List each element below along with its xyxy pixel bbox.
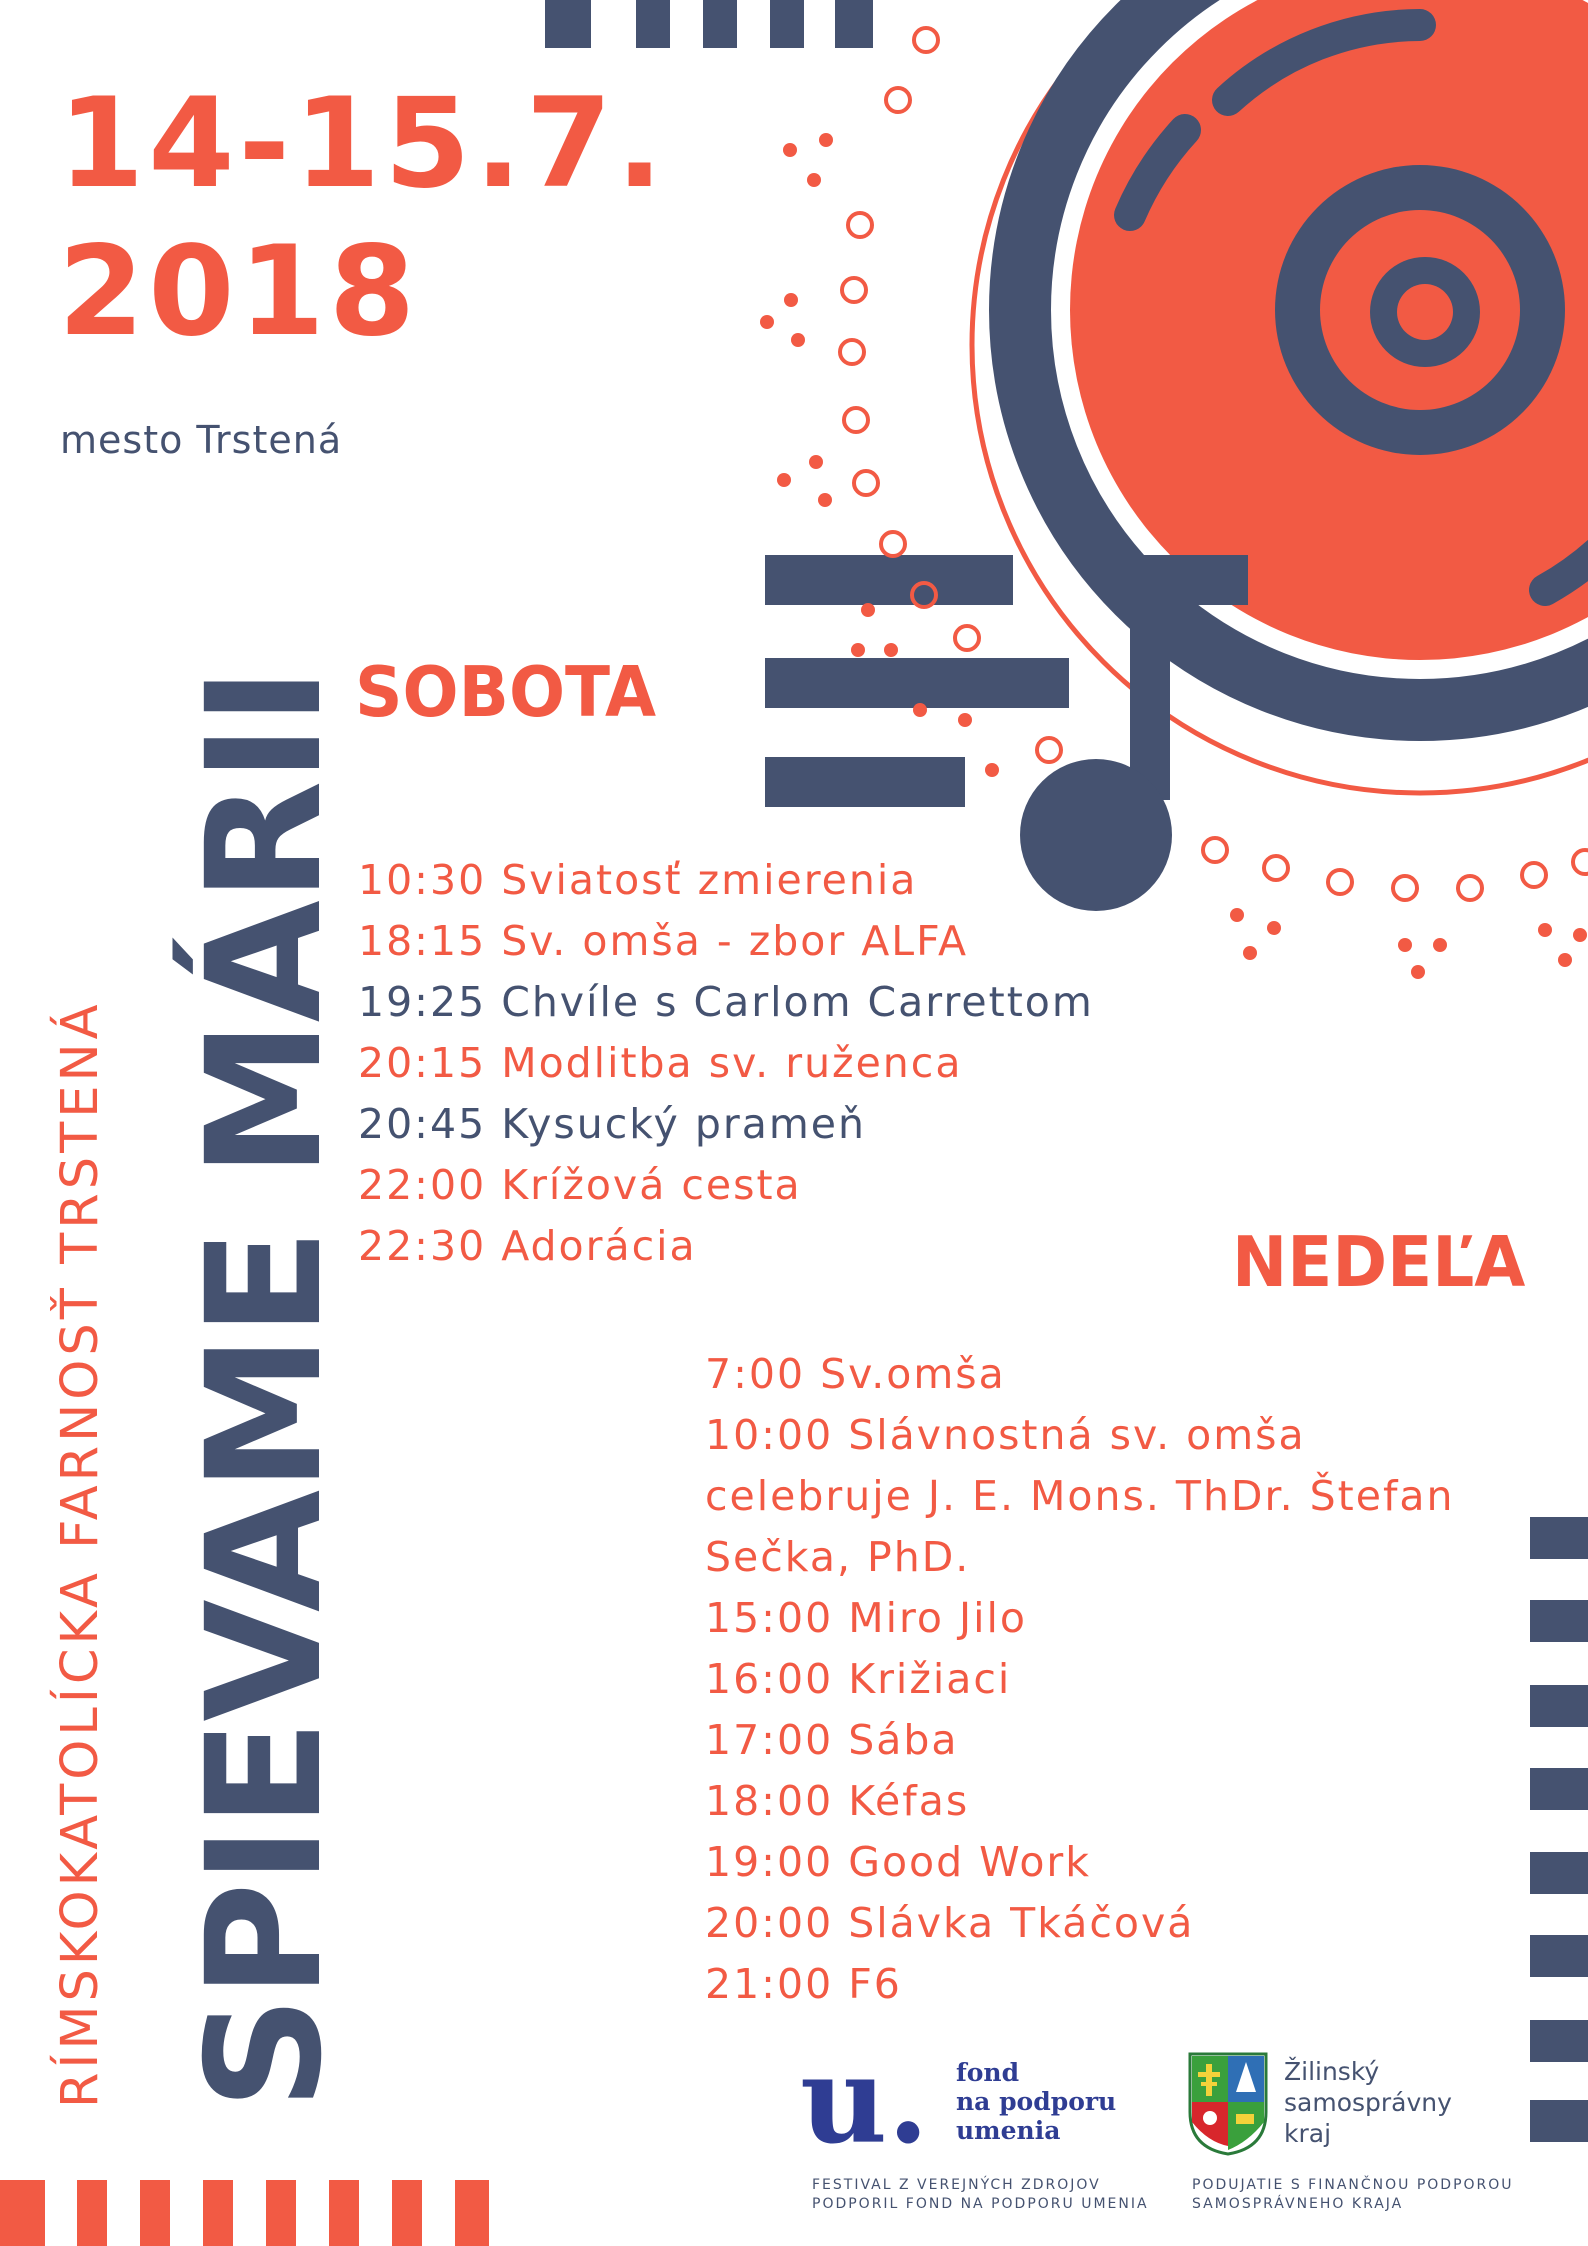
fund-logo-mark: u.	[800, 2050, 930, 2160]
schedule-item: 20:45 Kysucký prameň	[358, 1100, 866, 1148]
event-date-line1: 14-15.7.	[58, 72, 668, 216]
fund-logo	[800, 2050, 970, 2160]
schedule-item: 22:30 Adorácia	[358, 1222, 697, 1270]
bottom-stripes	[0, 2180, 489, 2246]
schedule-item: 15:00 Miro Jilo	[705, 1594, 1027, 1642]
fund-name-line: na podporu	[956, 2087, 1117, 2116]
event-title-vertical: SPIEVAME MÁRII	[173, 668, 357, 2110]
event-date-line2: 2018	[58, 220, 420, 364]
region-crest-icon	[1188, 2052, 1268, 2156]
region-note-line: PODUJATIE S FINANČNOU PODPOROU	[1192, 2177, 1514, 2193]
region-note	[1192, 2176, 1514, 2214]
fund-note-line: PODPORIL FOND NA PODPORU UMENIA	[812, 2196, 1149, 2212]
region-name	[1284, 2056, 1452, 2149]
sunday-schedule	[705, 1344, 1455, 2015]
region-note-line: SAMOSPRÁVNEHO KRAJA	[1192, 2196, 1404, 2212]
organizer-vertical: RÍMSKOKATOLÍCKA FARNOSŤ TRSTENÁ	[51, 1000, 110, 2108]
fund-name	[956, 2058, 1116, 2145]
fund-name-line: umenia	[956, 2116, 1061, 2145]
schedule-item: 22:00 Krížová cesta	[358, 1161, 802, 1209]
saturday-heading: SOBOTA	[355, 652, 657, 733]
right-stripes	[1530, 1517, 1588, 2142]
fund-note-line: FESTIVAL Z VEREJNÝCH ZDROJOV	[812, 2177, 1101, 2193]
fund-name-line: fond	[956, 2058, 1020, 2087]
region-name-line: Žilinský	[1284, 2057, 1380, 2086]
schedule-item: 16:00 Križiaci	[705, 1655, 1012, 1703]
saturday-schedule	[358, 850, 1094, 1277]
top-stripes	[545, 0, 873, 48]
schedule-item: 7:00 Sv.omša	[705, 1350, 1006, 1398]
schedule-item: 20:15 Modlitba sv. ruženca	[358, 1039, 963, 1087]
schedule-item: 10:00 Slávnostná sv. omša	[705, 1411, 1306, 1459]
event-city: mesto Trstená	[60, 418, 343, 462]
schedule-item: 19:00 Good Work	[705, 1838, 1092, 1886]
schedule-item: Sečka, PhD.	[705, 1533, 971, 1581]
sunday-heading: NEDEĽA	[1232, 1222, 1526, 1303]
region-name-line: kraj	[1284, 2119, 1332, 2148]
schedule-item: 19:25 Chvíle s Carlom Carrettom	[358, 978, 1094, 1026]
schedule-item: 17:00 Sába	[705, 1716, 959, 1764]
schedule-item: 18:00 Kéfas	[705, 1777, 970, 1825]
schedule-item: 21:00 F6	[705, 1960, 902, 2008]
schedule-item: 10:30 Sviatosť zmierenia	[358, 856, 918, 904]
schedule-item: 18:15 Sv. omša - zbor ALFA	[358, 917, 969, 965]
region-name-line: samosprávny	[1284, 2088, 1452, 2117]
fund-note	[812, 2176, 1149, 2214]
equalizer-bars	[765, 555, 1069, 807]
schedule-item: 20:00 Slávka Tkáčová	[705, 1899, 1195, 1947]
schedule-item: celebruje J. E. Mons. ThDr. Štefan	[705, 1472, 1455, 1520]
